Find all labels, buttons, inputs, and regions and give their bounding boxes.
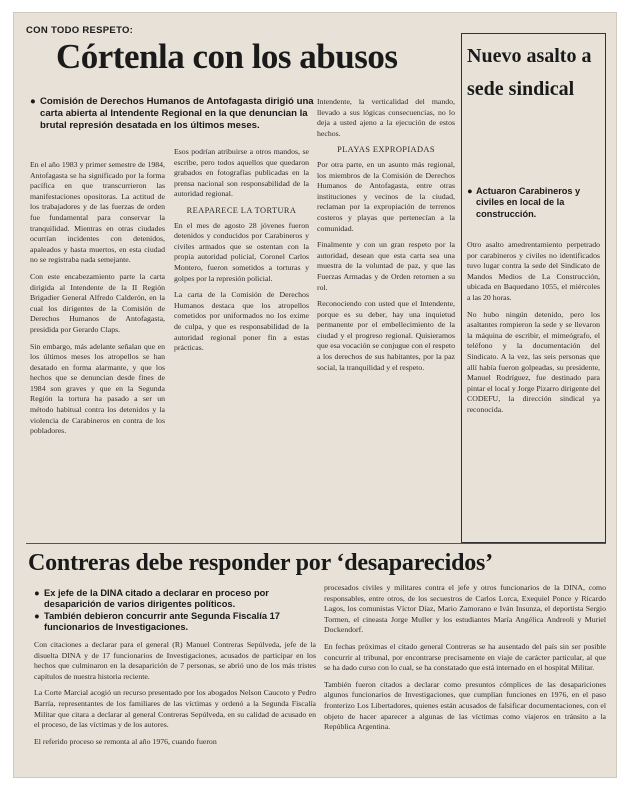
paragraph: procesados civiles y militares contra el jefe y otros funcionarios de la DINA, como responsables, entre otros, de los secuestros de Carlos Lorca, Exequiel Ponce y Ricardo Lagos, los comunistas Víctor Díaz, Mario Zamorano e Iván Insunza, el deportista Sergio Tormen, el cineasta Jorge Muller y los estudiantes María Angélica Andreoli y Muriel Dockendorf.	[324, 583, 606, 635]
lead-bullet	[34, 611, 319, 634]
paragraph: Con citaciones a declarar para el general (R) Manuel Contreras Sepúlveda, jefe de la disuelta DINA y de 17 funcionarios de Investigaciones, acusados de participar en los hechos que culminaron en la desaparición de 7 personas, se abrió uno de los más tristes capítulos de nuestra historia reciente.	[34, 640, 316, 681]
bullet-dot-icon: ●	[467, 186, 473, 196]
sidebar-box	[461, 33, 606, 543]
article-headline: Córtenla con los abusos	[56, 37, 398, 76]
paragraph: Sin embargo, más adelante señalan que en los últimos meses los atropellos se han desatado en forma alarmante, y que los hechos que se denuncian desde fines de 1984 son graves y que en la Segunda Región la tortura ha pasado a ser un método habitual contra los detenidos y la violencia de Carabineros en contra de los pobladores.	[30, 341, 165, 436]
paragraph: Intendente, la verticalidad del mando, llevado a sus lógicas consecuencias, no lo deja a usted ajeno a la ejecución de estos hechos.	[317, 97, 455, 138]
lead-bullet-text: Comisión de Derechos Humanos de Antofagasta dirigió una carta abierta al Intendente Regional en la que denuncian la brutal represión desatada en los últimos meses.	[40, 96, 314, 131]
bullet-dot-icon: ●	[30, 96, 36, 107]
subheading: REAPARECE LA TORTURA	[186, 205, 297, 215]
section-divider	[26, 543, 606, 544]
subheading: PLAYAS EXPROPIADAS	[337, 145, 435, 155]
lead-bullet-text: También debieron concurrir ante Segunda Fiscalía 17 funcionarios de Investigaciones.	[44, 610, 280, 633]
article-lead	[30, 96, 320, 132]
paragraph: Otro asalto amedrentamiento perpetrado por carabineros y civiles no identificados tuvo lugar contra la sede del Sindicato de Mandos Medios de La Construcción, ubicada en Baquedano 1055, el miércoles a las 20 horas.	[467, 240, 600, 302]
article-column-1	[30, 160, 165, 538]
sidebar-headline: Nuevo asalto a sede sindical	[467, 45, 592, 100]
sidebar-bullet	[467, 186, 602, 220]
lead-bullet	[30, 96, 320, 132]
paragraph: La Corte Marcial acogió un recurso presentado por los abogados Nelson Caucoto y Pedro Barría, representantes de los familiares de las víctimas y ordenó a la Segunda Fiscalía Militar que citara a declarar al general Contreras Sepúlveda, en su calidad de acusado en el proceso, de las víctimas y de los autores.	[34, 688, 316, 730]
lead-bullet-text: Ex jefe de la DINA citado a declarar en proceso por desaparición de varios dirigentes políticos.	[44, 588, 269, 610]
paragraph: Reconociendo con usted que el Intendente, porque es su deber, hay una inquietud permanente por el embellecimiento de la ciudad y el progreso regional. Quisieramos que esa vocación se conjugue con el respeto a los derechos de sus habitantes, por la paz social, la tranquilidad y el respeto.	[317, 299, 455, 372]
sidebar-body	[467, 240, 600, 538]
paragraph: También fueron citados a declarar como presuntos cómplices de las desapariciones algunos funcionarios de Investigaciones, que cumplían funciones en 1976, en el paso fronterizo Los Libertadores, quienes están acusados de falsificar documentaciones, con el objeto de hacer aparecer a algunas de las víctimas como viajeros en tránsito a la República Argentina.	[324, 679, 606, 732]
paragraph: Por otra parte, en un asunto más regional, los miembros de la Comisión de Derechos Humanos de Antofagasta, entre otras instituciones y vecinos de la ciudad, reclaman por la expropiación de terrenos costeros y playas que pertenecían a la comunidad.	[317, 159, 455, 233]
paragraph: Esos podrían atribuirse a otros mandos, se escribe, pero todos aquellos que quedaron grabados en fotografías publicadas en la prensa nacional son responsabilidad de la autoridad regional.	[174, 147, 309, 199]
article-2-lead	[34, 588, 319, 634]
newspaper-clipping	[13, 12, 617, 778]
paragraph: El referido proceso se remonta al año 1976, cuando fueron	[34, 736, 217, 746]
paragraph: En fechas próximas el citado general Contreras se ha ausentado del país sin ser posible concurrir al tribunal, por encontrarse precisamente en viaje de carácter particular, al que se ha dado curso con lo cual, se ha constatado que está internado en el hospital Militar.	[324, 641, 606, 673]
paragraph: Finalmente y con un gran respeto por la autoridad, desean que esta carta sea una muestra de la voluntad de paz, y que las Fuerzas Armadas y de Orden retornen a su rol.	[317, 240, 455, 292]
paragraph: La carta de la Comisión de Derechos Humanos destaca que los atropellos cometidos por uniformados no los exime de culpa, y que es responsabilidad de la autoridad regional poner fin a estas prácticas.	[174, 290, 309, 353]
sidebar-bullet-text: Actuaron Carabineros y civiles en local de la construcción.	[476, 186, 581, 219]
bullet-dot-icon: ●	[34, 610, 40, 621]
article-column-3	[317, 97, 455, 538]
article-2-column-2	[324, 583, 606, 772]
paragraph: En el mes de agosto 28 jóvenes fueron detenidos y conducidos por Carabineros y civiles armados que se ostentan con la propia autoridad policial, Coronel Carlos Montero, fueron sometidos a torturas y golpes por la represión policial.	[174, 220, 309, 283]
bullet-dot-icon: ●	[34, 588, 40, 598]
article-2-column-1	[34, 640, 316, 772]
article-headline-2: Contreras debe responder por ‘desaparecidos’	[28, 550, 493, 576]
article-column-2	[174, 147, 309, 538]
paragraph: No hubo ningún detenido, pero los asaltantes rompieron la sede y se llevaron la máquina de escribir, el mimeógrafo, el teléfono y la documentación del Sindicato. A la vez, las seis personas que allí había fueron golpeadas, su presidente, Manuel Rodríguez, fue destinado para pintar el local y Jorge Pizarro dirigente del CODEFU, la dirección sindical ya reconocida.	[467, 309, 600, 414]
paragraph: Con este encabezamiento parte la carta dirigida al Intendente de la II Región Brigadier General Alfredo Calderón, en la cual los dirigentes de la Comisión de Derechos Humanos de Antofagasta, presidida por Gerardo Claps.	[30, 271, 165, 334]
section-kicker: CON TODO RESPETO:	[26, 25, 134, 36]
lead-bullet	[34, 588, 319, 611]
paragraph: En el año 1983 y primer semestre de 1984, Antofagasta se ha significado por la forma pacífica en que transcurrieron las manifestaciones opositoras. La actitud de los trabajadores y de las fuerzas de orden fue fundamental para conservar la tranquilidad. Mientras en otras ciudades ocurrían incidentes con detenidos, apaleados y hasta muertos, en esta ciudad no se registraba nada semejante.	[30, 160, 165, 265]
